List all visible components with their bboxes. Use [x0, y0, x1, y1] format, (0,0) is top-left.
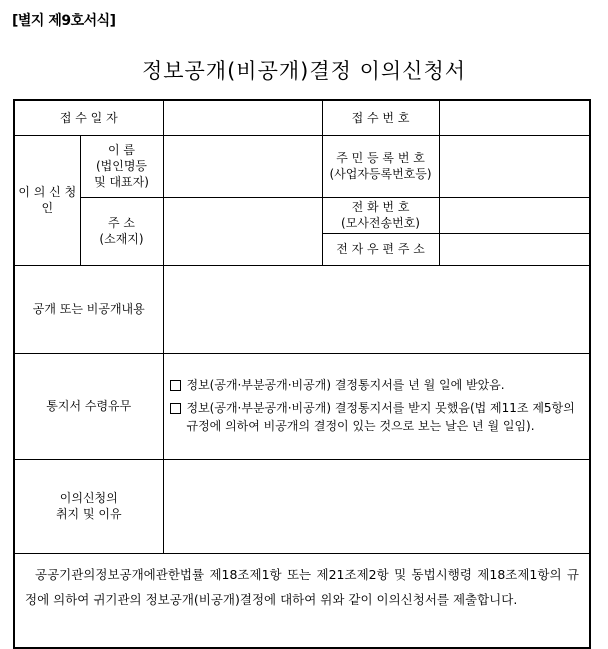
objection-reason-label-1: 이의신청의 [59, 490, 118, 505]
closing-statement-cell [14, 553, 590, 648]
email-label: 전 자 우 편 주 소 [322, 233, 439, 265]
phone-label-text: 전 화 번 호 [351, 199, 410, 214]
disclosure-content-label: 공개 또는 비공개내용 [14, 265, 163, 353]
notice-received-text: 정보(공개·부분공개·비공개) 결정통지서를 년 월 일에 받았음. [186, 378, 505, 393]
resident-number-label [322, 135, 439, 197]
name-note-2: 및 대표자) [94, 175, 149, 190]
objection-reason-input[interactable] [163, 459, 590, 553]
name-label-text: 이 름 [108, 142, 135, 157]
receipt-date-label: 접 수 일 자 [14, 100, 163, 135]
resident-number-note: (사업자등록번호등) [329, 167, 432, 181]
applicant-label [14, 135, 80, 265]
checkbox-icon[interactable] [170, 403, 181, 414]
address-input[interactable] [163, 197, 322, 265]
address-label [80, 197, 163, 265]
receipt-number-label: 접 수 번 호 [322, 100, 439, 135]
notice-not-received-text: 정보(공개·부분공개·비공개) 결정통지서를 받지 못했음(법 제11조 제5항의 규정에 의하여 비공개의 결정이 있는 것으로 보는 날은 년 월 일임). [186, 400, 575, 434]
email-input[interactable] [439, 233, 590, 265]
form-number-label: [별지 제9호서식] [12, 13, 116, 29]
objection-reason-label [14, 459, 163, 553]
address-note: (소재지) [99, 232, 144, 246]
notice-receipt-label: 통지서 수령유무 [14, 353, 163, 459]
disclosure-content-input[interactable] [163, 265, 590, 353]
checkbox-icon[interactable] [170, 380, 181, 391]
address-label-text: 주 소 [108, 215, 135, 230]
application-form-table [13, 99, 591, 649]
objection-reason-label-2: 취지 및 이유 [55, 507, 122, 521]
phone-input[interactable] [439, 197, 590, 233]
name-input[interactable] [163, 135, 322, 197]
closing-statement: 공공기관의정보공개에관한법률 제18조제1항 또는 제21조제2항 및 동법시행령 제18조제1항의 규정에 의하여 귀기관의 정보공개(비공개)결정에 대하여 위와 같이 이의신청서를 제출합니다. [25, 566, 579, 607]
resident-number-input[interactable] [439, 135, 590, 197]
applicant-label-text: 이 의 신 청 인 [18, 184, 77, 215]
receipt-date-input[interactable] [163, 100, 322, 135]
name-label [80, 135, 163, 197]
resident-number-label-text: 주 민 등 록 번 호 [336, 150, 425, 165]
phone-label [322, 197, 439, 233]
page-title: 정보공개(비공개)결정 이의신청서 [141, 59, 467, 83]
name-note-1: (법인명등 [95, 158, 148, 173]
notice-receipt-options [163, 353, 590, 459]
phone-note: (모사전송번호) [341, 216, 420, 230]
notice-received-option[interactable] [164, 374, 590, 397]
notice-not-received-option[interactable] [164, 397, 590, 438]
receipt-number-input[interactable] [439, 100, 590, 135]
